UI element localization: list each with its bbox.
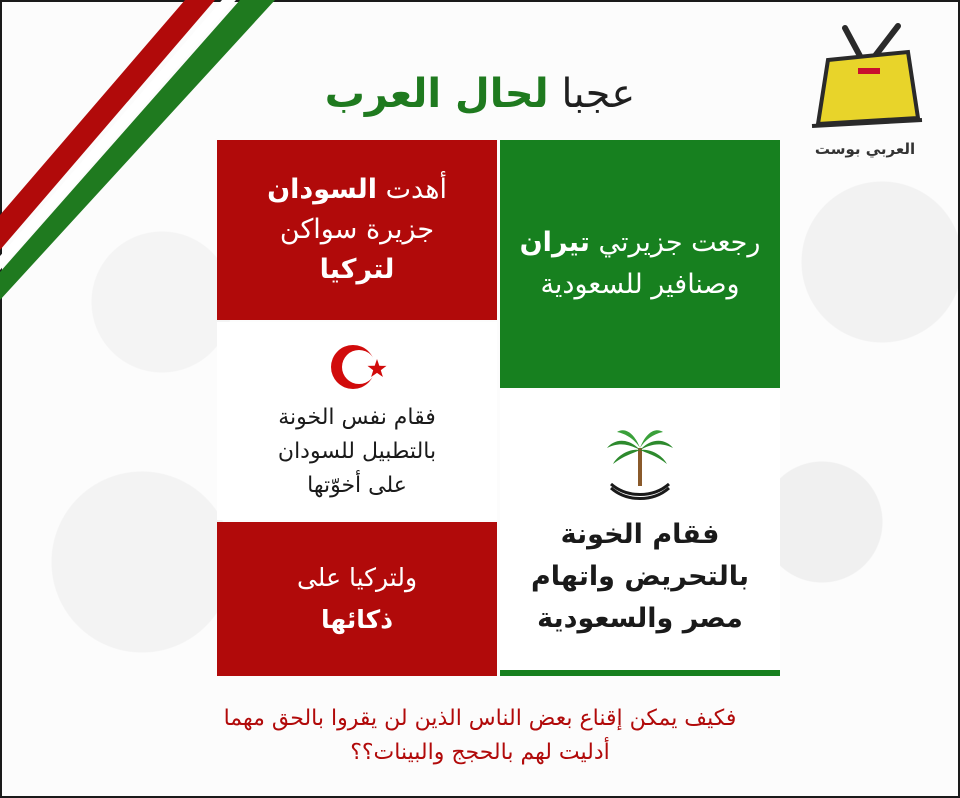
- sudan-line1: [267, 170, 447, 210]
- page-title: [250, 62, 710, 126]
- saudi-line1-a: رجعت جزيرتي: [598, 227, 761, 258]
- turkey-line2: بالتطبيل للسودان: [277, 439, 437, 464]
- accuse-box-underline: [500, 670, 780, 676]
- accuse-line2: بالتحريض واتهام: [531, 561, 749, 592]
- title-part1: عجبا: [561, 71, 636, 117]
- sudan-line2: جزيرة سواكن: [279, 214, 435, 245]
- saudi-islands-box: [500, 140, 780, 388]
- title-part2: لحال العرب: [324, 71, 549, 117]
- accuse-box: [500, 390, 780, 676]
- saudi-line1: [520, 222, 761, 264]
- sudan-line1-a: أهدت: [385, 174, 447, 205]
- accuse-line3: مصر والسعودية: [537, 603, 743, 634]
- question-line2: أدليت لهم بالحجج والبينات؟؟: [350, 740, 610, 765]
- turkey-smart-box: [217, 522, 497, 676]
- sudan-box: [217, 140, 497, 320]
- saudi-line2: وصنافير للسعودية: [540, 269, 740, 300]
- turkey-line1: فقام نفس الخونة: [278, 405, 436, 430]
- turkey-smart-line1: ولتركيا على: [296, 563, 418, 592]
- logo-text: العربي بوست: [814, 140, 916, 158]
- turkey-box: [217, 322, 497, 520]
- logo: [800, 22, 930, 158]
- turkey-line3: على أخوّتها: [307, 473, 407, 498]
- saudi-line1-b: تيران: [519, 227, 590, 258]
- accuse-line1: فقام الخونة: [560, 519, 720, 550]
- closing-question: [180, 702, 780, 782]
- question-line1: فكيف يمكن إقناع بعض الناس الذين لن يقروا بالحق مهما: [223, 706, 737, 731]
- turkey-smart-line2: ذكائها: [320, 605, 394, 634]
- turkish-crescent-star-icon: [327, 339, 387, 395]
- sudan-line1-b: السودان: [267, 174, 378, 205]
- tv-logo-icon: [800, 22, 930, 142]
- saudi-palm-swords-icon: [605, 426, 675, 506]
- sudan-line3: لتركيا: [319, 254, 395, 285]
